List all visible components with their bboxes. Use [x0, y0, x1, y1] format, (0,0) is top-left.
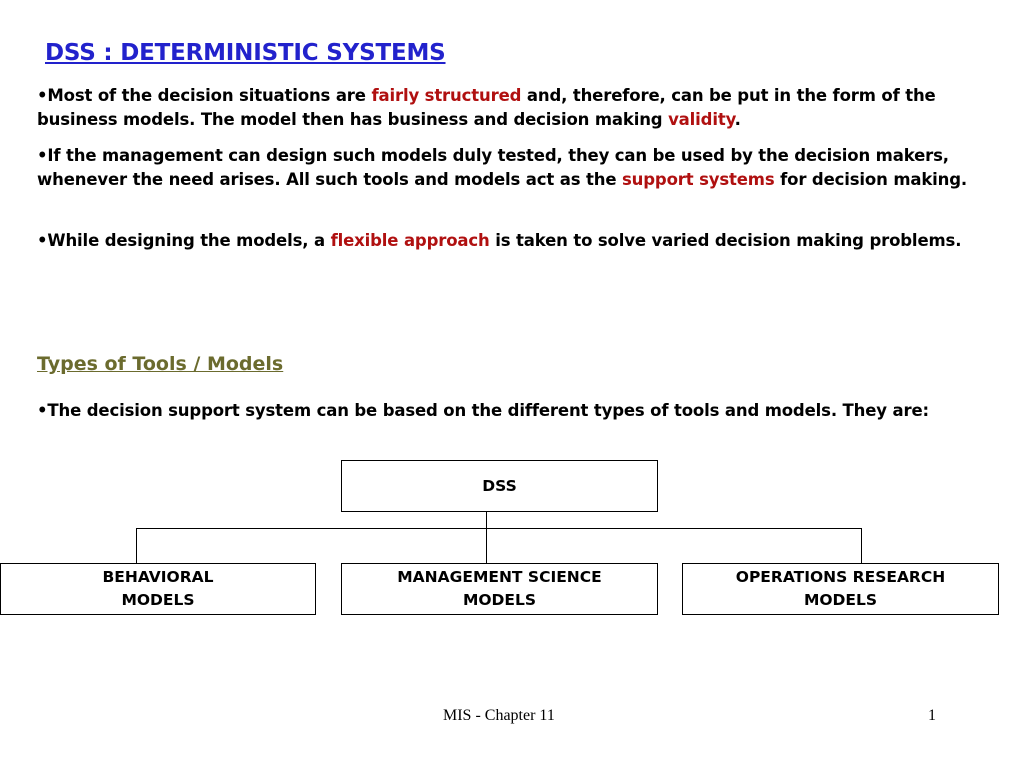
section-subheading: Types of Tools / Models	[37, 353, 284, 375]
connector-middle-drop	[486, 528, 487, 563]
diagram-node-label: MODELS	[462, 591, 537, 609]
bullet-text: While designing the models, a	[47, 231, 331, 250]
bullet-text: Most of the decision situations are	[47, 86, 372, 105]
slide-title: DSS : DETERMINISTIC SYSTEMS	[45, 40, 446, 66]
bullet-text: and, therefore, can be put in the form of the business models. The model then has business and decision making	[37, 86, 936, 129]
diagram-node-behavioral	[0, 563, 316, 615]
bullet-2	[37, 144, 977, 192]
diagram-node-label: MODELS	[121, 591, 195, 609]
diagram-node-label: MODELS	[803, 591, 878, 609]
footer-chapter: MIS - Chapter 11	[443, 707, 555, 724]
diagram-root-dss	[341, 460, 658, 512]
diagram-node-label: OPERATIONS RESEARCH	[735, 568, 946, 586]
footer-page-number: 1	[928, 707, 936, 724]
highlight-support-systems: support systems	[621, 170, 775, 189]
connector-right-drop	[861, 528, 862, 563]
bullet-text: is taken to solve varied decision making problems.	[489, 231, 962, 250]
connector-horizontal	[136, 528, 862, 529]
bullet-marker: •	[37, 231, 48, 250]
diagram-node-label: BEHAVIORAL	[102, 568, 214, 586]
connector-left-drop	[136, 528, 137, 563]
bullet-text: If the management can design such models duly tested, they can be used by the decision makers, whenever the need arises. All such tools and models act as the	[37, 146, 949, 189]
bullet-marker: •	[37, 86, 48, 105]
diagram-node-management-science	[341, 563, 658, 615]
bullet-text: The decision support system can be based on the different types of tools and models. They are:	[47, 401, 929, 420]
bullet-text: .	[734, 110, 741, 129]
diagram-node-label: MANAGEMENT SCIENCE	[397, 568, 602, 586]
bullet-1	[37, 84, 977, 132]
highlight-validity: validity	[668, 110, 735, 129]
highlight-flexible-approach: flexible approach	[330, 231, 490, 250]
bullet-marker: •	[37, 401, 48, 420]
bullet-3	[37, 229, 977, 253]
highlight-fairly-structured: fairly structured	[371, 86, 522, 105]
bullet-marker: •	[37, 146, 48, 165]
diagram-node-operations-research	[682, 563, 999, 615]
connector-root-down	[486, 512, 487, 529]
intro-bullet	[37, 399, 977, 423]
bullet-text: for decision making.	[774, 170, 968, 189]
diagram-node-label: DSS	[482, 476, 517, 495]
